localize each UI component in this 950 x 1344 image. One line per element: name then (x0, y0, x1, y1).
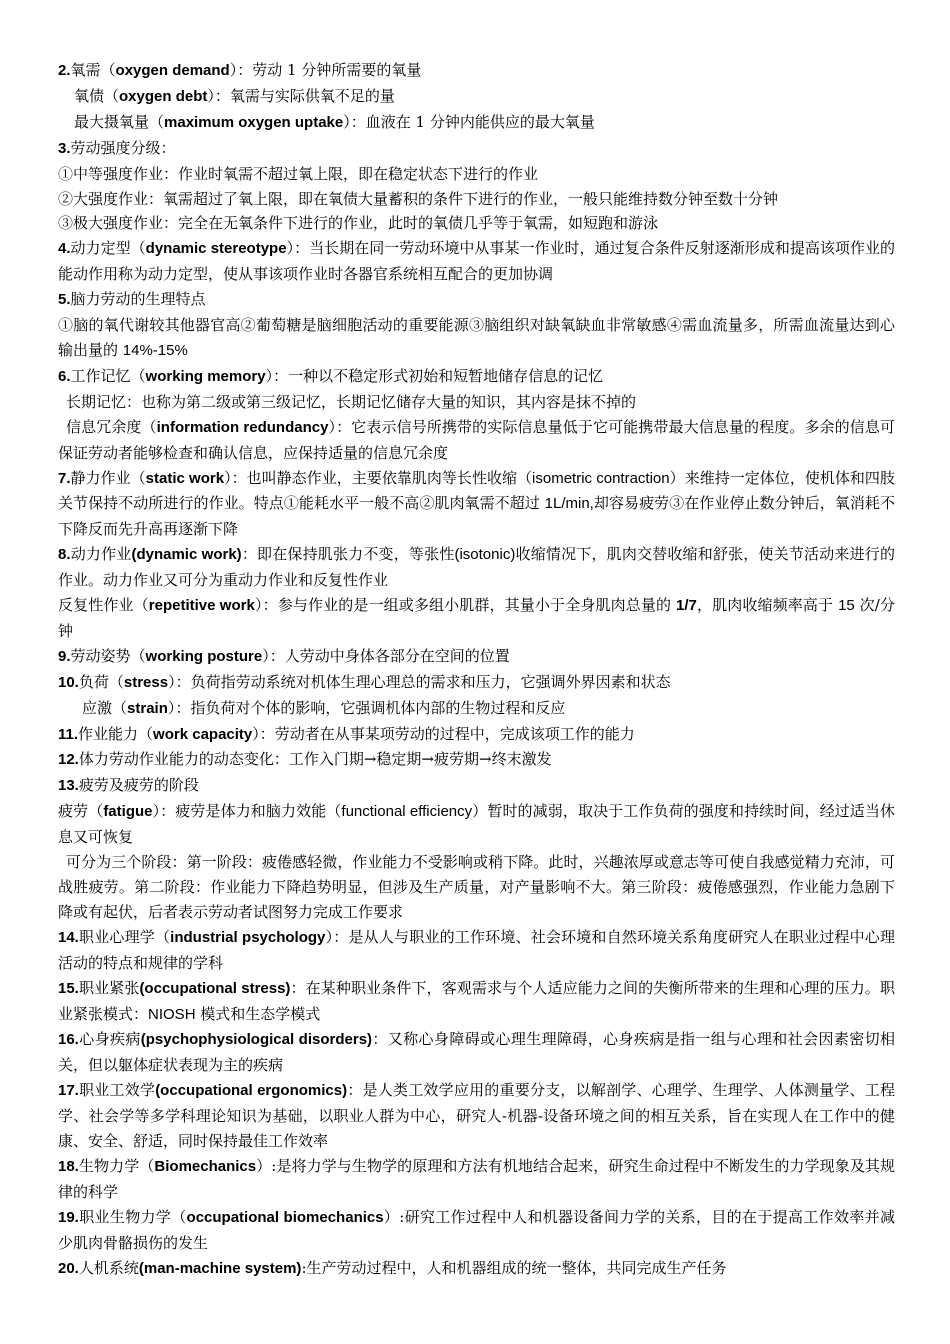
entry-intensity-heading: 3.劳动强度分级： (58, 138, 176, 157)
entry-repetitive-work: 反复性作业（repetitive work）：参与作业的是一组或多组小肌群，其量小于全身肌肉总量的 1/7，肌肉收缩频率高于 15 次/分钟 (58, 596, 895, 640)
entry-oxygen-demand: 2.氧需（oxygen demand）：劳动 1 分钟所需要的氧量 (58, 61, 422, 79)
entry-capacity-dynamics: 12.体力劳动作业能力的动态变化：工作入门期→稳定期→疲劳期→终末激发 (58, 750, 552, 769)
entry-information-redundancy: 信息冗余度（information redundancy）：它表示信号所携带的实际信息量低于它可能携带最大信息量的程度。多余的信息可保证劳动者能够检查和确认信息，应保持适量的信息冗余度 (58, 417, 895, 462)
entry-industrial-psychology: 14.职业心理学（industrial psychology）：是从人与职业的工作环境、社会环境和自然环境关系角度研究人在职业过程中心理活动的特点和规律的学科 (58, 927, 895, 972)
entry-dynamic-work: 8.动力作业(dynamic work)：即在保持肌张力不变，等张性(isotonic)收缩情况下，肌肉交替收缩和舒张，使关节活动来进行的作业。动力作业又可分为重动力作业和反复性作业 (58, 545, 895, 590)
entry-dynamic-stereotype: 4.动力定型（dynamic stereotype）：当长期在同一劳动环境中从事某一作业时，通过复合条件反射逐渐形成和提高该项作业的能动作用称为动力定型，使从事该项作业时各器官系统相互配合的更加协调 (58, 239, 895, 284)
entry-working-posture: 9.劳动姿势（working posture）：人劳动中身体各部分在空间的位置 (58, 646, 510, 665)
entry-occupational-ergonomics: 17.职业工效学(occupational ergonomics)：是人类工效学应用的重要分支，以解剖学、心理学、生理学、人体测量学、工程学、社会学等多学科理论知识为基础，以职业人群为中心，研究人-机器-设备环境之间的相互关系，旨在实现人在工作中的健康、安全、舒适，同时保持最佳工作效率 (58, 1081, 895, 1151)
entry-intensity-extreme: ③极大强度作业：完全在无氧条件下进行的作业，此时的氧债几乎等于氧需，如短跑和游泳 (58, 214, 659, 233)
entry-static-work: 7.静力作业（static work）：也叫静态作业，主要依靠肌肉等长性收缩（isometric contraction）来维持一定体位，使机体和四肢关节保持不动所进行的作业。特点①能耗水平一般不高②肌肉氧需不超过 1L/min,却容易疲劳③在作业停止数分钟后，氧消耗不下降反而先升高再逐渐下降 (58, 468, 895, 539)
entry-work-capacity: 11.作业能力（work capacity）：劳动者在从事某项劳动的过程中，完成该项工作的能力 (58, 724, 635, 743)
entry-man-machine-system: 20.人机系统(man-machine system):生产劳动过程中，人和机器组成的统一整体，共同完成生产任务 (58, 1258, 727, 1277)
entry-max-oxygen-uptake: 最大摄氧量（maximum oxygen uptake）：血液在 1 分钟内能供应的最大氧量 (74, 112, 595, 131)
entry-intensity-high: ②大强度作业：氧需超过了氧上限，即在氧债大量蓄积的条件下进行的作业，一般只能维持数分钟至数十分钟 (58, 189, 779, 208)
entry-occupational-stress: 15.职业紧张(occupational stress)：在某种职业条件下，客观需求与个人适应能力之间的失衡所带来的生理和心理的压力。职业紧张模式：NIOSH 模式和生态学模式 (58, 978, 895, 1023)
entry-working-memory: 6.工作记忆（working memory）：一种以不稳定形式初始和短暂地储存信息的记忆 (58, 366, 604, 385)
entry-psychophysiological-disorders: 16.心身疾病(psychophysiological disorders)：又称心身障碍或心理生理障碍，心身疾病是指一组与心理和社会因素密切相关，但以躯体症状表现为主的疾病 (58, 1030, 895, 1075)
entry-fatigue-stages: 可分为三个阶段：第一阶段：疲倦感轻微，作业能力不受影响或稍下降。此时，兴趣浓厚或意志等可使自我感觉精力充沛，可战胜疲劳。第二阶段：作业能力下降趋势明显，但涉及生产质量，对产量影响不大。第三阶段：疲倦感强烈，作业能力急剧下降或有起伏，后者表示劳动者试图努力完成工作要求 (58, 853, 895, 921)
entry-mental-work-heading: 5.脑力劳动的生理特点 (58, 290, 206, 309)
entry-mental-work-features: ①脑的氧代谢较其他器官高②葡萄糖是脑细胞活动的重要能源③脑组织对缺氧缺血非常敏感④需血流量多，所需血流量达到心输出量的 14%-15% (58, 316, 895, 359)
entry-long-term-memory: 长期记忆：也称为第二级或第三级记忆，长期记忆储存大量的知识，其内容是抹不掉的 (66, 392, 637, 411)
entry-oxygen-debt: 氧债（oxygen debt）：氧需与实际供氧不足的量 (74, 86, 395, 105)
entry-occupational-biomechanics: 19.职业生物力学（occupational biomechanics）:研究工作过程中人和机器设备间力学的关系，目的在于提高工作效率并减少肌肉骨骼损伤的发生 (58, 1207, 895, 1252)
entry-fatigue-heading: 13.疲劳及疲劳的阶段 (58, 776, 199, 795)
entry-strain: 应激（strain）：指负荷对个体的影响，它强调机体内部的生物过程和反应 (82, 698, 566, 717)
entry-stress: 10.负荷（stress）：负荷指劳动系统对机体生理心理总的需求和压力，它强调外界因素和状态 (58, 672, 671, 691)
entry-intensity-medium: ①中等强度作业：作业时氧需不超过氧上限，即在稳定状态下进行的作业 (58, 164, 539, 183)
entry-fatigue: 疲劳（fatigue）：疲劳是体力和脑力效能（functional efficiency）暂时的减弱，取决于工作负荷的强度和持续时间，经过适当休息又可恢复 (58, 802, 895, 847)
entry-biomechanics: 18.生物力学（Biomechanics）:是将力学与生物学的原理和方法有机地结合起来，研究生命过程中不断发生的力学现象及其规律的科学 (58, 1156, 895, 1201)
